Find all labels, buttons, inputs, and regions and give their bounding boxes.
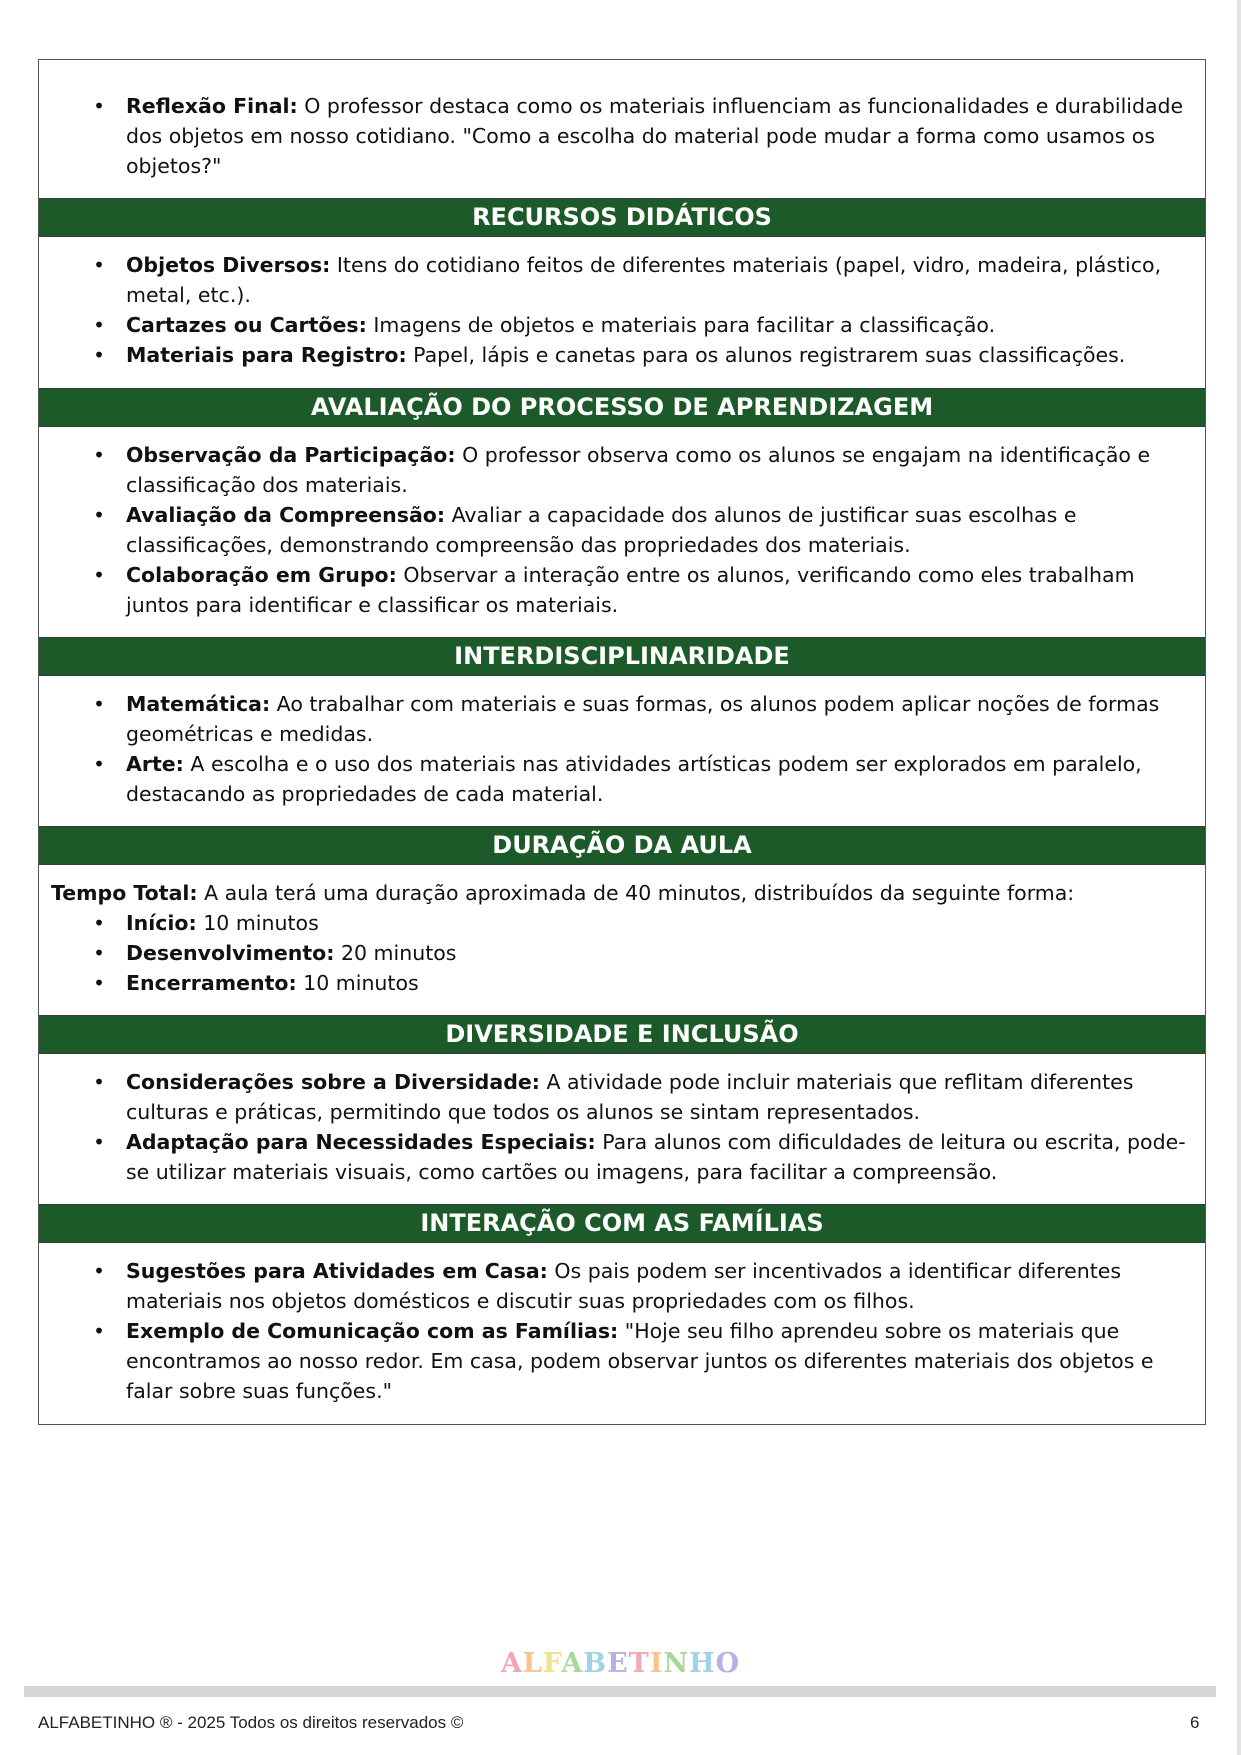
item-label: Matemática: xyxy=(126,692,271,716)
bullet: • xyxy=(93,253,105,277)
list-item xyxy=(39,1256,1205,1316)
item-text: Papel, lápis e canetas para os alunos registrarem suas classificações. xyxy=(406,343,1126,367)
list-item xyxy=(39,310,1205,340)
bullet: • xyxy=(93,94,105,118)
list-item xyxy=(39,440,1205,500)
item-text: 20 minutos xyxy=(334,941,457,965)
page-number: 6 xyxy=(1190,1713,1200,1732)
item-text: A aula terá uma duração aproximada de 40 minutos, distribuídos da seguinte forma: xyxy=(197,881,1075,905)
item-text: Os pais podem ser incentivados a identificar diferentes materiais nos objetos domésticos e discutir suas propriedades com os filhos. xyxy=(126,1259,1122,1313)
item-label: Reflexão Final: xyxy=(126,94,298,118)
logo-letter: I xyxy=(649,1648,664,1679)
page-edge xyxy=(1237,0,1241,1755)
section-header-diversidade: DIVERSIDADE E INCLUSÃO xyxy=(39,1015,1205,1054)
logo-letter: A xyxy=(500,1648,523,1679)
item-text: A escolha e o uso dos materiais nas atividades artísticas podem ser explorados em paralelo, destacando as propriedades de cada material. xyxy=(126,752,1142,806)
item-text: Imagens de objetos e materiais para facilitar a classificação. xyxy=(366,313,996,337)
logo-letter: O xyxy=(715,1648,741,1679)
interdisciplinaridade-list xyxy=(39,689,1205,809)
list-item xyxy=(39,1127,1205,1187)
item-text: "Hoje seu filho aprendeu sobre os materiais que encontramos ao nosso redor. Em casa, podem observar juntos os diferentes materiais dos objetos e falar sobre suas funções." xyxy=(126,1319,1154,1403)
section-header-avaliacao: AVALIAÇÃO DO PROCESSO DE APRENDIZAGEM xyxy=(39,388,1205,427)
list-item xyxy=(39,91,1205,181)
item-text: Avaliar a capacidade dos alunos de justificar suas escolhas e classificações, demonstrando compreensão das propriedades dos materiais. xyxy=(126,503,1077,557)
item-label: Colaboração em Grupo: xyxy=(126,563,397,587)
duracao-list xyxy=(39,908,1205,998)
logo-letter: H xyxy=(689,1648,716,1679)
bullet: • xyxy=(93,443,105,467)
bullet: • xyxy=(93,1070,105,1094)
list-item xyxy=(39,938,1205,968)
list-item xyxy=(39,968,1205,998)
item-text: A atividade pode incluir materiais que reflitam diferentes culturas e práticas, permitindo que todos os alunos se sintam representados. xyxy=(126,1070,1134,1124)
logo-letter: B xyxy=(583,1648,608,1679)
list-item xyxy=(39,560,1205,620)
list-item xyxy=(39,500,1205,560)
alfabetinho-logo xyxy=(0,1648,1241,1679)
section-header-duracao: DURAÇÃO DA AULA xyxy=(39,826,1205,865)
bullet: • xyxy=(93,313,105,337)
item-label: Considerações sobre a Diversidade: xyxy=(126,1070,540,1094)
item-label: Tempo Total: xyxy=(51,881,198,905)
item-text: Ao trabalhar com materiais e suas formas, os alunos podem aplicar noções de formas geométricas e medidas. xyxy=(126,692,1160,746)
item-text: 10 minutos xyxy=(196,911,319,935)
logo-letter: F xyxy=(542,1648,562,1679)
list-item xyxy=(39,908,1205,938)
item-label: Início: xyxy=(126,911,197,935)
bullet: • xyxy=(93,563,105,587)
list-item xyxy=(39,1316,1205,1406)
item-text: 10 minutos xyxy=(296,971,419,995)
item-label: Exemplo de Comunicação com as Famílias: xyxy=(126,1319,619,1343)
logo-letter: E xyxy=(607,1648,629,1679)
reflexao-list xyxy=(39,91,1205,181)
item-label: Avaliação da Compreensão: xyxy=(126,503,446,527)
bullet: • xyxy=(93,503,105,527)
logo-letter: L xyxy=(522,1648,543,1679)
logo-letter: A xyxy=(561,1648,584,1679)
list-item xyxy=(39,749,1205,809)
bullet: • xyxy=(93,1259,105,1283)
diversidade-list xyxy=(39,1067,1205,1187)
item-label: Sugestões para Atividades em Casa: xyxy=(126,1259,548,1283)
item-text: Observar a interação entre os alunos, verificando como eles trabalham juntos para identificar e classificar os materiais. xyxy=(126,563,1135,617)
item-label: Materiais para Registro: xyxy=(126,343,407,367)
logo-letter: N xyxy=(663,1648,690,1679)
bullet: • xyxy=(93,1130,105,1154)
list-item xyxy=(39,689,1205,749)
bullet: • xyxy=(93,971,105,995)
item-text: O professor destaca como os materiais influenciam as funcionalidades e durabilidade dos objetos em nosso cotidiano. "Como a escolha do material pode mudar a forma como usamos os objetos?" xyxy=(126,94,1184,178)
item-text: Itens do cotidiano feitos de diferentes materiais (papel, vidro, madeira, plástico, metal, etc.). xyxy=(126,253,1162,307)
list-item xyxy=(39,250,1205,310)
bullet: • xyxy=(93,1319,105,1343)
section-header-familias: INTERAÇÃO COM AS FAMÍLIAS xyxy=(39,1204,1205,1243)
footer-copyright: ALFABETINHO ® - 2025 Todos os direitos reservados © xyxy=(38,1713,464,1732)
item-label: Arte: xyxy=(126,752,184,776)
avaliacao-list xyxy=(39,440,1205,620)
footer-divider xyxy=(24,1686,1216,1697)
item-label: Observação da Participação: xyxy=(126,443,456,467)
section-header-recursos: RECURSOS DIDÁTICOS xyxy=(39,198,1205,237)
recursos-list xyxy=(39,250,1205,370)
item-text: O professor observa como os alunos se engajam na identificação e classificação dos materiais. xyxy=(126,443,1151,497)
section-header-interdisciplinaridade: INTERDISCIPLINARIDADE xyxy=(39,637,1205,676)
duration-total xyxy=(51,878,1074,908)
list-item xyxy=(39,340,1205,370)
item-label: Adaptação para Necessidades Especiais: xyxy=(126,1130,596,1154)
item-label: Objetos Diversos: xyxy=(126,253,331,277)
bullet: • xyxy=(93,752,105,776)
bullet: • xyxy=(93,343,105,367)
logo-letter: T xyxy=(628,1648,650,1679)
bullet: • xyxy=(93,941,105,965)
bullet: • xyxy=(93,692,105,716)
bullet: • xyxy=(93,911,105,935)
familias-list xyxy=(39,1256,1205,1406)
item-text: Para alunos com dificuldades de leitura ou escrita, pode-se utilizar materiais visuais, como cartões ou imagens, para facilitar a compreensão. xyxy=(126,1130,1186,1184)
item-label: Encerramento: xyxy=(126,971,297,995)
item-label: Desenvolvimento: xyxy=(126,941,335,965)
lesson-plan-table xyxy=(38,59,1206,1425)
list-item xyxy=(39,1067,1205,1127)
item-label: Cartazes ou Cartões: xyxy=(126,313,367,337)
